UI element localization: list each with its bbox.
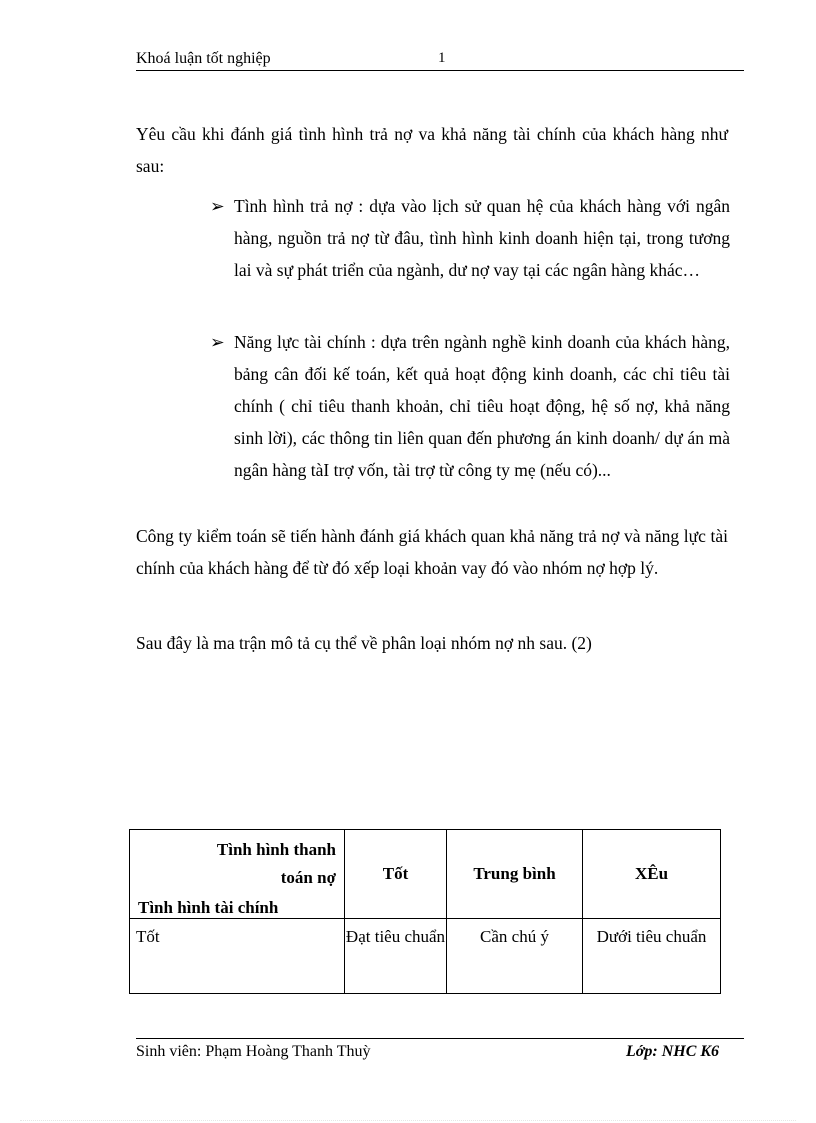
footer-student: Sinh viên: Phạm Hoàng Thanh Thuỳ	[136, 1043, 371, 1060]
table-corner-header	[130, 830, 345, 919]
column-header-good: Tốt	[345, 830, 447, 919]
intro-paragraph: Yêu cầu khi đánh giá tình hình trả nợ va khả năng tài chính của khách hàng như sau:	[136, 124, 728, 176]
cell-attention: Cần chú ý	[447, 919, 583, 994]
cell-standard: Đạt tiêu chuẩn	[345, 919, 447, 994]
page-edge-divider	[20, 1120, 796, 1121]
footer-class: Lớp: NHC K6	[626, 1043, 720, 1060]
bullet-debt-repayment	[210, 190, 730, 286]
header-title: Khoá luận tốt nghiệp	[136, 50, 271, 67]
arrow-bullet-icon: ➢	[210, 332, 225, 352]
column-header-poor: XÊu	[583, 830, 721, 919]
arrow-bullet-icon: ➢	[210, 196, 225, 216]
table-row	[130, 919, 721, 994]
bullet-financial-capacity	[210, 326, 730, 486]
bullet-text: Tình hình trả nợ : dựa vào lịch sử quan hệ của khách hàng với ngân hàng, nguồn trả nợ từ đâu, tình hình kinh doanh hiện tại, trong tương lai và sự phát triển của ngành, dư nợ vay tại các ngân hàng khác…	[234, 196, 730, 280]
table-header-row	[130, 830, 721, 919]
bullet-text: Năng lực tài chính : dựa trên ngành nghề kinh doanh của khách hàng, bảng cân đối kế toán, kết quả hoạt động kinh doanh, các chỉ tiêu tài chính ( chỉ tiêu thanh khoản, chỉ tiêu hoạt động, hệ số nợ, khả năng sinh lời), các thông tin liên quan đến phương án kinh doanh/ dự án mà ngân hàng tàI trợ vốn, tài trợ từ công ty mẹ (nếu có)...	[234, 332, 730, 480]
debt-classification-matrix	[129, 829, 721, 994]
cell-substandard: Dưới tiêu chuẩn	[583, 919, 721, 994]
row-label-good: Tốt	[130, 919, 345, 994]
page-number: 1	[438, 50, 446, 66]
column-header-average: Trung bình	[447, 830, 583, 919]
conclusion-paragraph: Công ty kiểm toán sẽ tiến hành đánh giá khách quan khả năng trả nợ và năng lực tài chính của khách hàng để từ đó xếp loại khoản vay đó vào nhóm nợ hợp lý.	[136, 526, 728, 578]
corner-header-top-line2: toán nợ	[280, 868, 336, 887]
footer-divider	[136, 1038, 744, 1039]
corner-header-bottom: Tình hình tài chính	[138, 898, 279, 917]
corner-header-top-line1: Tình hình thanh	[216, 840, 336, 859]
matrix-intro: Sau đây là ma trận mô tả cụ thể về phân loại nhóm nợ nh sau. (2)	[136, 633, 592, 653]
header-divider	[136, 70, 744, 71]
